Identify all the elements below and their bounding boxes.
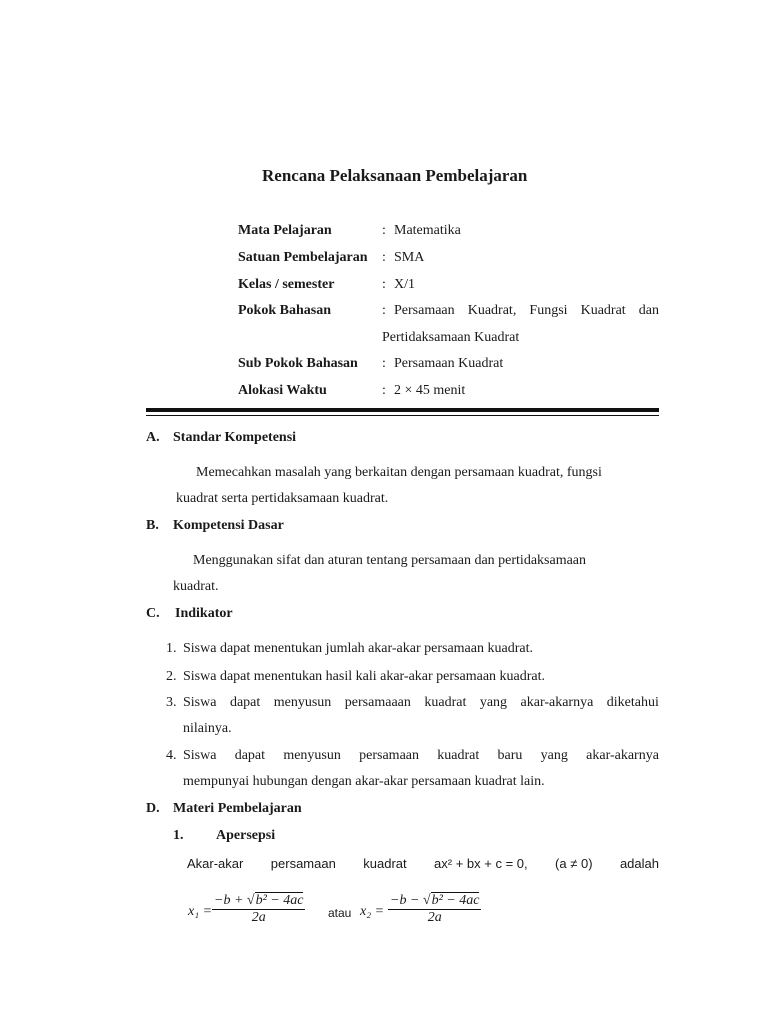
section-letter: A. xyxy=(146,430,160,445)
list-number: 2. xyxy=(166,669,177,684)
word: dapat xyxy=(234,748,266,763)
word: persamaaan xyxy=(344,695,411,710)
paragraph-line: kuadrat. xyxy=(173,579,219,594)
info-colon: : xyxy=(382,383,386,398)
info-colon: : xyxy=(382,277,386,292)
word: akar-akarnya xyxy=(520,695,594,710)
word: kuadrat xyxy=(424,695,467,710)
x1-fraction xyxy=(212,893,305,926)
section-heading: Standar Kompetensi xyxy=(173,430,297,445)
section-letter: B. xyxy=(146,518,159,533)
info-label: Sub Pokok Bahasan xyxy=(238,356,358,371)
info-label: Kelas / semester xyxy=(238,277,335,292)
x2-fraction xyxy=(388,893,481,926)
info-label: Pokok Bahasan xyxy=(238,303,331,318)
radicand: b² − 4ac xyxy=(431,893,480,908)
word: Siswa xyxy=(183,748,217,763)
info-colon: : xyxy=(382,250,386,265)
list-item xyxy=(183,695,659,711)
info-value xyxy=(394,303,659,319)
word: Persamaan xyxy=(394,303,455,318)
x2-numerator xyxy=(388,893,481,910)
word: kuadrat xyxy=(437,748,480,763)
word: Kuadrat, xyxy=(467,303,517,318)
numerator-text: −b − √ xyxy=(390,893,431,908)
section-letter: C. xyxy=(146,606,160,621)
paragraph-line: Memecahkan masalah yang berkaitan dengan persamaan kuadrat, fungsi xyxy=(196,465,602,480)
page-title: Rencana Pelaksanaan Pembelajaran xyxy=(262,166,528,185)
word: menyusun xyxy=(283,748,341,763)
list-item: Siswa dapat menentukan hasil kali akar-akar persamaan kuadrat. xyxy=(183,669,546,684)
word: Kuadrat xyxy=(580,303,626,318)
x1-denominator: 2a xyxy=(251,910,266,925)
condition-text: (a ≠ 0) xyxy=(555,856,593,871)
info-label: Satuan Pembelajaran xyxy=(238,250,368,265)
radicand: b² − 4ac xyxy=(255,893,304,908)
info-value: 2 × 45 menit xyxy=(394,383,466,398)
x1-lhs: x₁ = xyxy=(188,904,213,919)
info-value: Persamaan Kuadrat xyxy=(394,356,504,371)
info-value: X/1 xyxy=(394,277,415,292)
x2-lhs: x₂ = xyxy=(360,904,385,919)
word: akar-akarnya xyxy=(586,748,659,763)
paragraph-line: Menggunakan sifat dan aturan tentang persamaan dan pertidaksamaan xyxy=(193,553,587,568)
word: dapat xyxy=(229,695,261,710)
word: Fungsi xyxy=(529,303,568,318)
section-letter: D. xyxy=(146,801,160,816)
list-item-continued: mempunyai hubungan dengan akar-akar persamaan kuadrat lain. xyxy=(183,774,545,789)
info-colon: : xyxy=(382,303,386,318)
word: persamaan xyxy=(359,748,419,763)
list-number: 1. xyxy=(166,641,177,656)
section-heading: Indikator xyxy=(175,606,233,621)
list-number: 3. xyxy=(166,695,177,710)
word: Akar-akar xyxy=(187,856,244,871)
word: yang xyxy=(540,748,568,763)
word: menyusun xyxy=(273,695,332,710)
section-heading: Kompetensi Dasar xyxy=(173,518,284,533)
word: kuadrat xyxy=(363,856,407,871)
x1-numerator xyxy=(212,893,305,910)
list-item xyxy=(183,748,659,764)
divider-thick xyxy=(146,408,659,412)
info-value: Matematika xyxy=(394,223,461,238)
info-label: Alokasi Waktu xyxy=(238,383,327,398)
word: adalah xyxy=(619,856,659,871)
word: yang xyxy=(479,695,508,710)
divider-thin xyxy=(146,415,659,416)
subsection-number: 1. xyxy=(173,828,184,843)
x2-denominator: 2a xyxy=(427,910,442,925)
word: Siswa xyxy=(183,695,217,710)
info-label: Mata Pelajaran xyxy=(238,223,332,238)
equation-text: ax² + bx + c = 0, xyxy=(434,856,528,871)
info-colon: : xyxy=(382,356,386,371)
apersepsi-sentence xyxy=(187,856,659,871)
list-number: 4. xyxy=(166,748,177,763)
subsection-heading: Apersepsi xyxy=(216,828,276,843)
atau-text: atau xyxy=(328,906,352,920)
info-colon: : xyxy=(382,223,386,238)
paragraph-line: kuadrat serta pertidaksamaan kuadrat. xyxy=(176,491,389,506)
word: diketahui xyxy=(606,695,659,710)
info-value-continued: Pertidaksamaan Kuadrat xyxy=(382,330,520,345)
list-item: Siswa dapat menentukan jumlah akar-akar persamaan kuadrat. xyxy=(183,641,533,656)
numerator-text: −b + √ xyxy=(214,893,255,908)
word: dan xyxy=(638,303,659,318)
word: baru xyxy=(497,748,523,763)
info-value: SMA xyxy=(394,250,425,265)
section-heading: Materi Pembelajaran xyxy=(173,801,302,816)
word: persamaan xyxy=(270,856,336,871)
list-item-continued: nilainya. xyxy=(183,721,232,736)
